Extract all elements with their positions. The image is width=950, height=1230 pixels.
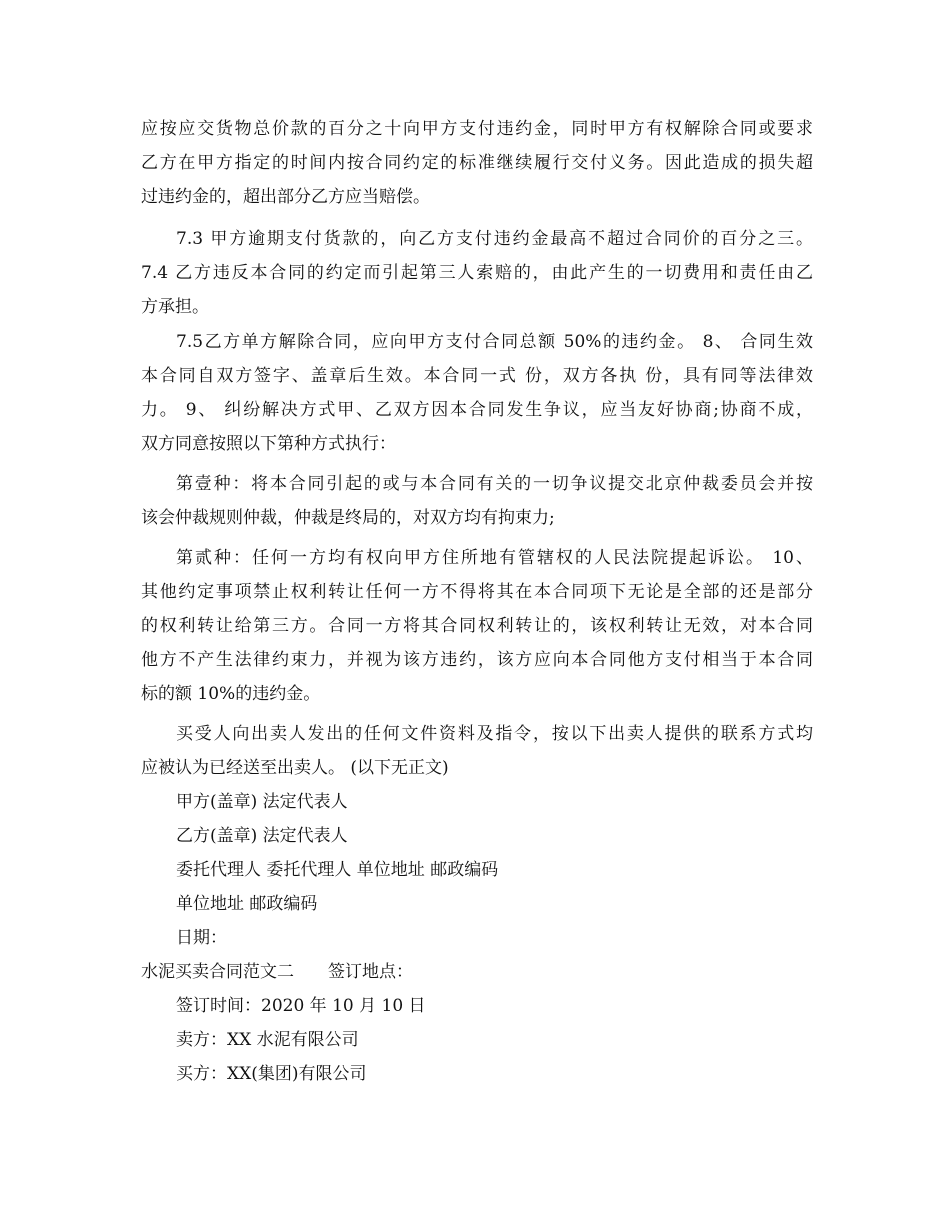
text-line: 买方：XX(集团)有限公司 xyxy=(176,1064,367,1084)
text-line: 第贰种：任何一方均有权向甲方住所地有管辖权的人民法院提起诉讼。 10、 xyxy=(176,548,813,568)
text-line: 水泥买卖合同范文二 签订地点： xyxy=(141,962,413,982)
text-line: 力。 9、 纠纷解决方式甲、乙双方因本合同发生争议，应当友好协商;协商不成， xyxy=(141,400,813,420)
text-line: 双方同意按照以下第种方式执行： xyxy=(141,434,396,454)
text-line: 7.4 乙方违反本合同的约定而引起第三人索赔的，由此产生的一切费用和责任由乙 xyxy=(141,263,813,283)
text-line: 签订时间：2020 年 10 月 10 日 xyxy=(176,996,426,1016)
text-line: 委托代理人 委托代理人 单位地址 邮政编码 xyxy=(176,860,499,880)
text-line: 日期： xyxy=(176,928,227,948)
text-line: 应被认为已经送至出卖人。 (以下无正文) xyxy=(141,758,449,778)
text-line: 7.5乙方单方解除合同，应向甲方支付合同总额 50%的违约金。 8、 合同生效 xyxy=(176,332,813,352)
text-line: 该会仲裁规则仲裁，仲裁是终局的，对双方均有拘束力; xyxy=(141,508,555,528)
text-line: 买受人向出卖人发出的任何文件资料及指令，按以下出卖人提供的联系方式均 xyxy=(176,724,813,744)
text-line: 应按应交货物总价款的百分之十向甲方支付违约金，同时甲方有权解除合同或要求 xyxy=(141,119,813,139)
text-line: 卖方：XX 水泥有限公司 xyxy=(176,1030,359,1050)
text-line: 的权利转让给第三方。合同一方将其合同权利转让的，该权利转让无效，对本合同 xyxy=(141,616,813,636)
text-line: 第壹种：将本合同引起的或与本合同有关的一切争议提交北京仲裁委员会并按 xyxy=(176,474,813,494)
text-line: 过违约金的，超出部分乙方应当赔偿。 xyxy=(141,187,430,207)
text-line: 标的额 10%的违约金。 xyxy=(141,684,321,704)
text-line: 乙方(盖章) 法定代表人 xyxy=(176,826,348,846)
text-line: 他方不产生法律约束力，并视为该方违约，该方应向本合同他方支付相当于本合同 xyxy=(141,650,813,670)
text-line: 方承担。 xyxy=(141,297,209,317)
text-line: 7.3 甲方逾期支付货款的，向乙方支付违约金最高不超过合同价的百分之三。 xyxy=(176,229,813,249)
text-line: 其他约定事项禁止权利转让任何一方不得将其在本合同项下无论是全部的还是部分 xyxy=(141,582,813,602)
text-line: 乙方在甲方指定的时间内按合同约定的标准继续履行交付义务。因此造成的损失超 xyxy=(141,153,813,173)
text-line: 本合同自双方签字、盖章后生效。本合同一式 份，双方各执 份，具有同等法律效 xyxy=(141,366,813,386)
text-line: 甲方(盖章) 法定代表人 xyxy=(176,792,348,812)
text-line: 单位地址 邮政编码 xyxy=(176,894,318,914)
